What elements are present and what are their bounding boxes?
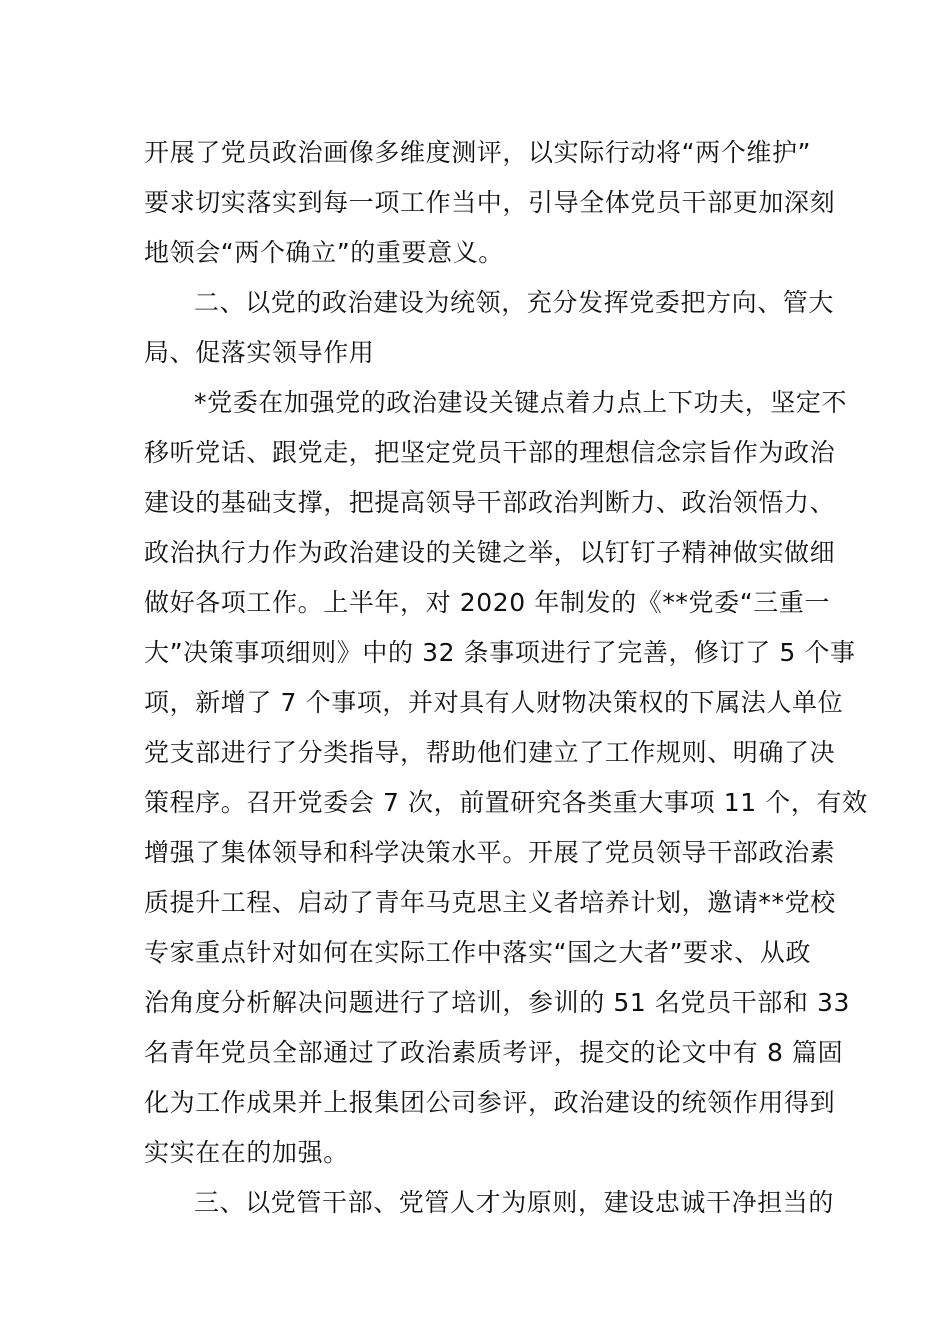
section-heading-2-line-1: 二、以党的政治建设为统领，充分发挥党委把方向、管大 bbox=[194, 288, 835, 317]
paragraph-line-16: 实实在在的加强。 bbox=[144, 1138, 349, 1167]
document-body bbox=[144, 128, 868, 1228]
text-line-1: 开展了党员政治画像多维度测评，以实际行动将“两个维护” bbox=[144, 138, 812, 167]
paragraph-line-15: 化为工作成果并上报集团公司参评，政治建设的统领作用得到 bbox=[144, 1088, 836, 1117]
paragraph-line-4: 政治执行力作为政治建设的关键之举，以钉钉子精神做实做细 bbox=[144, 538, 836, 567]
text-line-2: 要求切实落实到每一项工作当中，引导全体党员干部更加深刻 bbox=[144, 188, 836, 217]
section-heading-3-line-1: 三、以党管干部、党管人才为原则，建设忠诚干净担当的 bbox=[194, 1188, 835, 1217]
paragraph-line-12: 专家重点针对如何在实际工作中落实“国之大者”要求、从政 bbox=[144, 938, 812, 967]
text-line-3: 地领会“两个确立”的重要意义。 bbox=[144, 238, 504, 267]
paragraph-line-1: *党委在加强党的政治建设关键点着力点上下功夫，坚定不 bbox=[194, 388, 848, 417]
paragraph-line-10: 增强了集体领导和科学决策水平。开展了党员领导干部政治素 bbox=[144, 838, 836, 867]
paragraph-line-5: 做好各项工作。上半年，对 2020 年制发的《**党委“三重一 bbox=[144, 588, 831, 617]
paragraph-line-8: 党支部进行了分类指导，帮助他们建立了工作规则、明确了决 bbox=[144, 738, 836, 767]
paragraph-line-13: 治角度分析解决问题进行了培训，参训的 51 名党员干部和 33 bbox=[144, 988, 851, 1017]
paragraph-line-9: 策程序。召开党委会 7 次，前置研究各类重大事项 11 个，有效 bbox=[144, 788, 868, 817]
paragraph-line-2: 移听党话、跟党走，把坚定党员干部的理想信念宗旨作为政治 bbox=[144, 438, 836, 467]
paragraph-line-11: 质提升工程、启动了青年马克思主义者培养计划，邀请**党校 bbox=[144, 888, 836, 917]
paragraph-line-3: 建设的基础支撑，把提高领导干部政治判断力、政治领悟力、 bbox=[144, 488, 836, 517]
paragraph-line-7: 项，新增了 7 个事项，并对具有人财物决策权的下属法人单位 bbox=[144, 688, 844, 717]
section-heading-2-line-2: 局、促落实领导作用 bbox=[144, 338, 375, 367]
paragraph-line-14: 名青年党员全部通过了政治素质考评，提交的论文中有 8 篇固 bbox=[144, 1038, 844, 1067]
paragraph-line-6: 大”决策事项细则》中的 32 条事项进行了完善，修订了 5 个事 bbox=[144, 638, 856, 667]
